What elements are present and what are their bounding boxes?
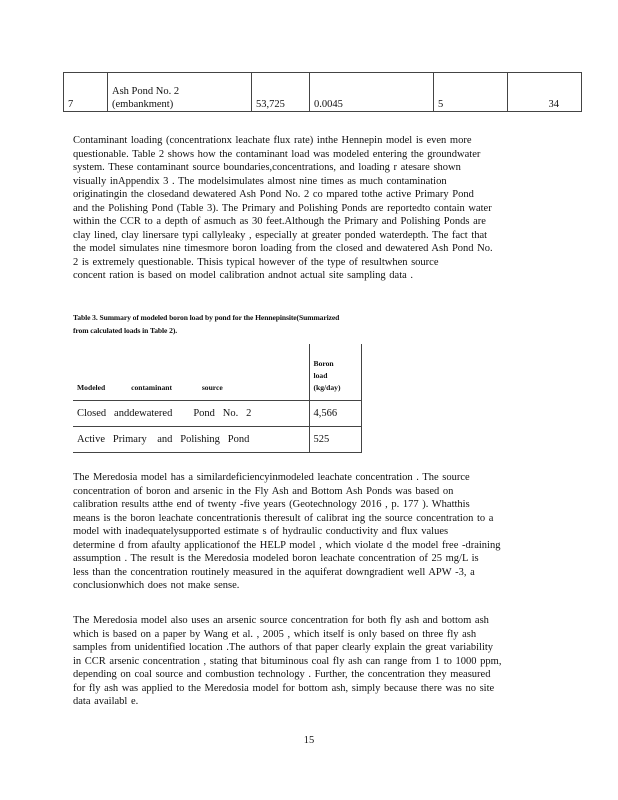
value2-cell: 0.0045 — [310, 73, 434, 112]
text-line: questionable. Table 2 shows how the contaminant load was modeled entering the groundwater — [73, 148, 481, 160]
text-line: concentration of boron and arsenic in the Fly Ash and Bottom Ash Ponds was based on — [73, 485, 454, 497]
paragraph-hennepin-loading — [73, 134, 545, 283]
table-row — [64, 73, 582, 112]
caption-line: Table 3. Summary of modeled boron load by pond for the Hennepinsite(Summarized — [73, 313, 340, 322]
text-line: which is based on a paper by Wang et al. , 2005 , which itself is only based on three fly ash — [73, 628, 477, 640]
paragraph-meredosia-deficiency — [73, 471, 545, 593]
text-line: clay lined, clay linersare typi callyleaky , especially at greater ponded waterdepth. The fact that — [73, 229, 488, 241]
header-boron-line-2: load — [313, 371, 328, 380]
paragraph-meredosia-arsenic — [73, 614, 545, 709]
text-line: The Meredosia model also uses an arsenic source concentration for both fly ash and bottom ash — [73, 615, 489, 626]
text-line: concent ration is based on model calibration andnot actual site sampling data . — [73, 270, 414, 281]
text-line: less than the concentration routinely measured in the aquiferat downgradient well APW -3, a — [73, 566, 475, 578]
text-line: The Meredosia model has a similardeficiencyinmodeled leachate concentration . The source — [73, 472, 470, 483]
text-line: assumption . The result is the Meredosia modeled boron leachate concentration of 25 mg/L is — [73, 553, 479, 564]
caption-line: from calculated loads in Table 2). — [73, 326, 178, 335]
text-line: data availabl e. — [73, 696, 139, 707]
source-cell: Closed anddewatered Pond No. 2 — [73, 401, 309, 427]
header-modeled: Modeled — [77, 383, 106, 392]
value4-cell: 34 — [508, 73, 582, 112]
value3-cell: 5 — [434, 73, 508, 112]
pond-description-line-2: (embankment) — [112, 99, 174, 110]
text-line: system. These contaminant source boundaries,concentrations, and loading r atesare shown — [73, 162, 461, 173]
pond-summary-table-fragment — [63, 72, 582, 112]
text-line: Contaminant loading (concentrationx leachate flux rate) inthe Hennepin model is even more — [73, 135, 472, 146]
table3-caption — [73, 311, 533, 337]
page-number: 15 — [303, 735, 315, 746]
text-line: calibration results atthe end of twenty -five years (Geotechnology 2016 , p. 177 ). Whatthis — [73, 499, 470, 510]
text-line: in CCR arsenic concentration , stating that bituminous coal fly ash can range from 1 to 1000 ppm, — [73, 655, 502, 667]
pond-description-cell — [108, 73, 252, 112]
value1-cell: 53,725 — [252, 73, 310, 112]
boron-load-table — [73, 344, 362, 453]
text-line: visually inAppendix 3 . The modelsimulates almost nine times as much contamination — [73, 175, 447, 187]
text-line: samples from unidentified location .The authors of that paper clearly explain the great variability — [73, 642, 494, 653]
pond-description-line-1: Ash Pond No. 2 — [112, 86, 180, 97]
source-cell: Active Primary and Polishing Pond — [73, 427, 309, 453]
text-line: means is the boron leachate concentrationis theresult of calibrat ing the source concentration to a — [73, 512, 494, 524]
source-header-cell — [73, 344, 309, 401]
text-line: determine d from afaulty applicationof the HELP model , which violate d the model free -draining — [73, 539, 501, 551]
table-row — [73, 401, 361, 427]
header-source: source — [201, 383, 223, 392]
text-line: the model simulates nine timesmore boron loading from the closed and dewatered Ash Pond No. — [73, 243, 493, 254]
header-boron-line-1: Boron — [313, 359, 334, 368]
text-line: conclusionwhich does not make sense. — [73, 580, 240, 591]
text-line: model with inadequatelysupported estimate s of hydraulic conductivity and flux values — [73, 526, 449, 537]
text-line: depending on coal source and combustion technology . Further, the concentration they measured — [73, 669, 491, 680]
load-cell: 4,566 — [309, 401, 361, 427]
text-line: and the Polishing Pond (Table 3). The Primary and Polishing Ponds are reportedto contain water — [73, 202, 492, 214]
table-header-row — [73, 344, 361, 401]
header-contaminant: contaminant — [131, 383, 173, 392]
text-line: originatingin the closedand dewatered Ash Pond No. 2 co mpared tothe active Primary Pond — [73, 189, 474, 200]
text-line: for fly ash was applied to the Meredosia model for bottom ash, simply because there was no site — [73, 682, 495, 694]
text-line: 2 is extremely questionable. Thisis typical however of the type of resultwhen source — [73, 256, 439, 268]
boron-header-cell — [309, 344, 361, 401]
table-row — [73, 427, 361, 453]
text-line: within the CCR to a depth of asmuch as 30 feet.Although the Primary and Polishing Ponds are — [73, 216, 486, 227]
load-cell: 525 — [309, 427, 361, 453]
header-boron-line-3: (kg/day) — [313, 383, 341, 392]
row-number-cell: 7 — [64, 73, 108, 112]
